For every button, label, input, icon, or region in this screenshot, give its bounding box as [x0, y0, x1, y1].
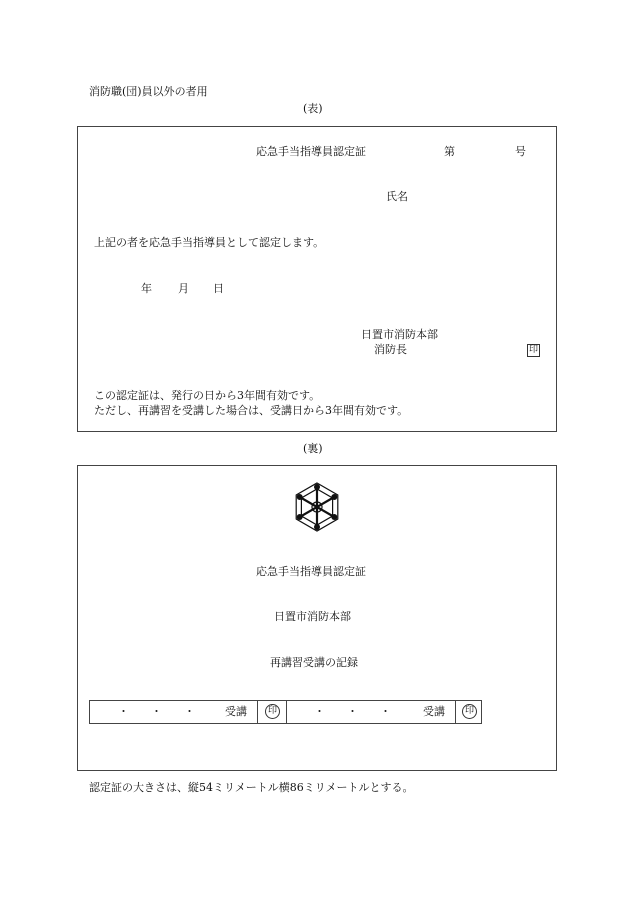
front-card	[77, 126, 557, 432]
front-date-month: 月	[178, 282, 189, 295]
front-seal-stamp: 印	[528, 345, 538, 355]
front-caption: (表)	[303, 102, 323, 115]
record-1-seal: 印	[265, 704, 280, 719]
front-date-day: 日	[213, 282, 224, 295]
record-1-date-dots: ・ ・ ・	[118, 705, 195, 718]
back-org: 日置市消防本部	[274, 610, 351, 623]
front-issuer-title: 消防長	[374, 343, 407, 356]
front-note-2: ただし、再講習を受講した場合は、受講日から3年間有効です。	[94, 404, 409, 417]
front-name-label: 氏名	[386, 190, 408, 203]
front-date-year: 年	[141, 282, 152, 295]
back-title: 応急手当指導員認定証	[256, 565, 366, 578]
record-2-label: 受講	[423, 705, 445, 718]
record-separator	[286, 701, 287, 723]
front-note-1: この認定証は、発行の日から3年間有効です。	[94, 389, 321, 402]
back-caption: (裏)	[303, 442, 323, 455]
front-issuer-org: 日置市消防本部	[361, 328, 438, 341]
record-2-date-dots: ・ ・ ・	[314, 705, 391, 718]
front-title: 応急手当指導員認定証	[256, 145, 366, 158]
record-1-label: 受講	[225, 705, 247, 718]
record-1-divider	[257, 701, 258, 723]
record-2-divider	[455, 701, 456, 723]
page-header: 消防職(団)員以外の者用	[89, 85, 208, 98]
city-emblem-icon	[292, 481, 342, 533]
front-number-suffix: 号	[515, 145, 526, 158]
renewal-record-table	[89, 700, 482, 724]
front-number-prefix: 第	[444, 145, 455, 158]
record-2-seal: 印	[462, 704, 477, 719]
footer-note: 認定証の大きさは、縦54ミリメートル横86ミリメートルとする。	[89, 781, 414, 794]
front-statement: 上記の者を応急手当指導員として認定します。	[94, 236, 325, 249]
back-record-title: 再講習受講の記録	[270, 656, 358, 669]
